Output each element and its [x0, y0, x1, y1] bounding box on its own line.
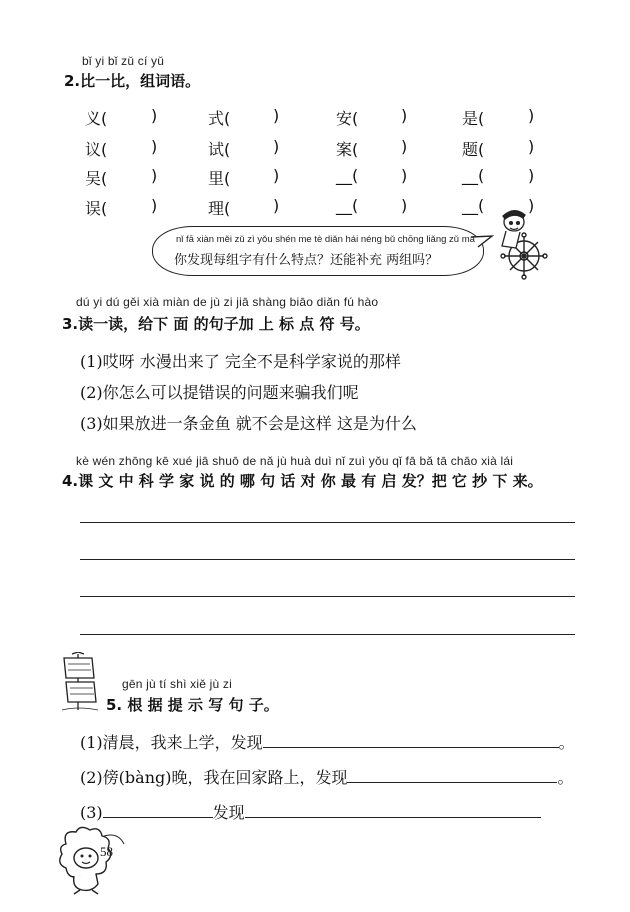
- close-paren: ): [151, 137, 158, 156]
- period: 。: [557, 768, 574, 787]
- close-paren: ): [528, 137, 535, 156]
- word-cell[interactable]: 题(: [462, 140, 485, 159]
- q5-blank-3b[interactable]: [245, 803, 541, 818]
- q4-answer-line-1[interactable]: [80, 522, 575, 523]
- word-cell[interactable]: 试(: [208, 140, 231, 159]
- word-cell[interactable]: 里(: [208, 169, 231, 188]
- sailor-wheel-icon: [494, 206, 552, 282]
- word-cell[interactable]: 吴(: [85, 169, 108, 188]
- page-mascot-icon: [52, 822, 130, 896]
- q2-title: 2.比一比，组词语。: [64, 72, 201, 90]
- word-cell[interactable]: 是(: [462, 109, 485, 128]
- q4-title: 4.课 文 中 科 学 家 说 的 哪 句 话 对 你 最 有 启 发？把 它 抄 下 来。: [62, 472, 543, 490]
- word-cell[interactable]: 案(: [336, 140, 359, 159]
- q5-blank-1[interactable]: [263, 733, 559, 748]
- q5-sentence-3-prefix: (3): [80, 803, 103, 822]
- bubble-pinyin: nǐ fā xiàn měi zǔ zì yǒu shén me tè diǎn hái néng bǔ chōng liǎng zǔ ma: [176, 234, 475, 245]
- bubble-text: 你发现每组字有什么特点？还能补充 两组吗？: [174, 253, 439, 268]
- q3-title: 3.读一读，给下 面 的句子加 上 标 点 符 号。: [62, 315, 370, 333]
- word-cell[interactable]: __(: [462, 196, 485, 215]
- close-paren: ): [151, 166, 158, 185]
- close-paren: ): [528, 106, 535, 125]
- word-cell[interactable]: 误(: [85, 199, 108, 218]
- close-paren: ): [151, 196, 158, 215]
- word-cell[interactable]: __(: [336, 166, 359, 185]
- close-paren: ): [528, 166, 535, 185]
- close-paren: ): [528, 196, 535, 215]
- q2-pinyin: bǐ yi bǐ zǔ cí yǔ: [82, 54, 165, 68]
- q4-answer-line-3[interactable]: [80, 596, 575, 597]
- q5-sentence-2-text: (2)傍(bàng)晚，我在回家路上，发现: [80, 768, 348, 787]
- period: 。: [558, 733, 575, 752]
- q3-sentence-2[interactable]: (2)你怎么可以提错误的问题来骗我们呢: [80, 383, 359, 402]
- q4-pinyin: kè wén zhōng kē xué jiā shuō de nǎ jù huà duì nǐ zuì yǒu qǐ fā bǎ tā chāo xià lái: [76, 454, 514, 468]
- page-number: 58: [100, 844, 113, 859]
- q3-sentence-1[interactable]: (1)哎呀 水漫出来了 完全不是科学家说的那样: [80, 352, 401, 371]
- q5-sentence-1[interactable]: [80, 730, 575, 753]
- close-paren: ): [273, 196, 280, 215]
- close-paren: ): [151, 106, 158, 125]
- word-cell[interactable]: 义(: [85, 109, 108, 128]
- q5-sentence-2[interactable]: [80, 765, 574, 788]
- q5-sentence-3[interactable]: [80, 800, 541, 823]
- q5-sentence-3-mid: 发现: [212, 803, 245, 822]
- q3-pinyin: dú yi dú gěi xià miàn de jù zi jiā shàng biāo diǎn fú hào: [76, 295, 379, 309]
- q3-sentence-3[interactable]: (3)如果放进一条金鱼 就不会是这样 这是为什么: [80, 414, 417, 433]
- word-cell[interactable]: 安(: [336, 109, 359, 128]
- word-cell[interactable]: 理(: [208, 199, 231, 218]
- close-paren: ): [273, 106, 280, 125]
- close-paren: ): [401, 137, 408, 156]
- word-cell[interactable]: __(: [462, 166, 485, 185]
- close-paren: ): [273, 137, 280, 156]
- close-paren: ): [401, 106, 408, 125]
- q5-pinyin: gēn jù tí shì xiě jù zi: [122, 677, 232, 691]
- close-paren: ): [401, 196, 408, 215]
- ship-mast-icon: [58, 652, 102, 714]
- close-paren: ): [273, 166, 280, 185]
- q4-answer-line-4[interactable]: [80, 634, 575, 635]
- q5-title: 5. 根 据 提 示 写 句 子。: [106, 696, 279, 714]
- word-cell[interactable]: 式(: [208, 109, 231, 128]
- close-paren: ): [401, 166, 408, 185]
- q5-blank-3a[interactable]: [103, 803, 213, 818]
- q5-sentence-1-text: (1)清晨，我来上学，发现: [80, 733, 263, 752]
- q4-answer-line-2[interactable]: [80, 559, 575, 560]
- word-cell[interactable]: 议(: [85, 140, 108, 159]
- q5-blank-2[interactable]: [347, 768, 557, 783]
- word-cell[interactable]: __(: [336, 196, 359, 215]
